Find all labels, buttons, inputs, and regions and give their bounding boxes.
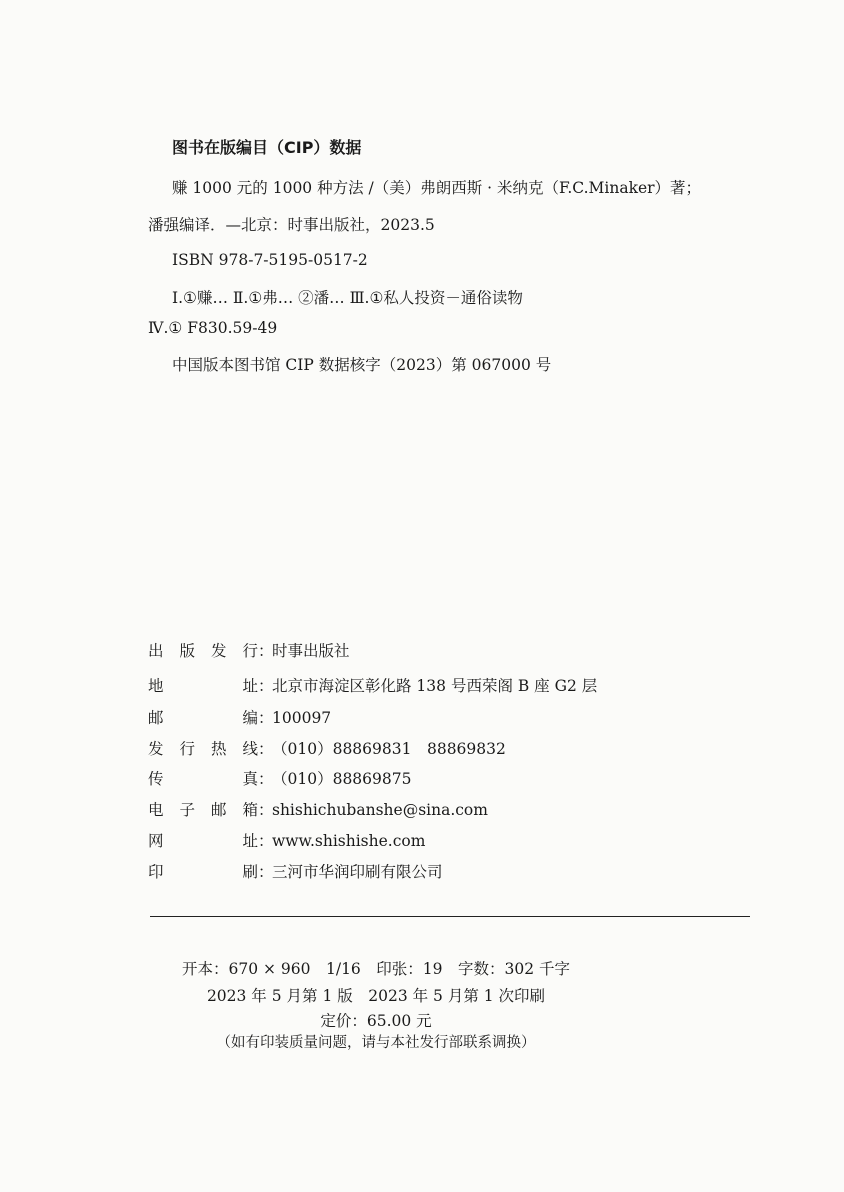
cip-classification-2: Ⅳ.① F830.59-49 [148,319,278,337]
info-label: 传真 [148,770,258,788]
info-publisher: 出版发行 ： 时事出版社 [148,642,350,660]
info-label: 地址 [148,677,258,695]
info-value: shishichubanshe@sina.com [272,801,488,819]
divider-rule [150,916,750,917]
info-value: 100097 [272,709,332,727]
info-value: www.shishishe.com [272,832,426,850]
info-value: （010）88869875 [272,770,412,788]
info-email: 电子邮箱 ： shishichubanshe@sina.com [148,801,488,819]
info-value: 三河市华润印刷有限公司 [272,863,443,881]
info-label: 印刷 [148,863,258,881]
info-label: 发行热线 [148,740,258,758]
cip-approval-number: 中国版本图书馆 CIP 数据核字（2023）第 067000 号 [172,356,552,374]
info-value: （010）88869831 88869832 [272,740,506,758]
info-value: 北京市海淀区彰化路 138 号西荣阁 B 座 G2 层 [272,677,598,695]
spec-format: 开本：670 × 960 1/16 印张：19 字数：302 千字 [181,960,571,978]
cip-isbn: ISBN 978-7-5195-0517-2 [172,251,368,269]
info-label: 邮编 [148,709,258,727]
spec-note: （如有印装质量问题，请与本社发行部联系调换） [216,1035,536,1051]
info-address: 地址 ： 北京市海淀区彰化路 138 号西荣阁 B 座 G2 层 [148,677,598,695]
cip-book-title-line: 赚 1000 元的 1000 种方法 /（美）弗朗西斯 · 米纳克（F.C.Minaker）著； [172,179,702,197]
info-website: 网址 ： www.shishishe.com [148,832,426,850]
cip-translator-line: 潘强编译．—北京：时事出版社，2023.5 [148,216,435,234]
info-hotline: 发行热线 ： （010）88869831 88869832 [148,740,506,758]
spec-edition: 2023 年 5 月第 1 版 2023 年 5 月第 1 次印刷 [206,987,546,1005]
spec-price: 定价：65.00 元 [320,1012,432,1030]
info-fax: 传真 ： （010）88869875 [148,770,412,788]
info-printer: 印刷 ： 三河市华润印刷有限公司 [148,863,443,881]
info-label: 出版发行 [148,642,258,660]
cip-title: 图书在版编目（CIP）数据 [172,138,362,157]
info-value: 时事出版社 [272,642,350,660]
info-postcode: 邮编 ： 100097 [148,709,332,727]
info-label: 电子邮箱 [148,801,258,819]
info-label: 网址 [148,832,258,850]
cip-classification-1: Ⅰ.①赚… Ⅱ.①弗… ②潘… Ⅲ.①私人投资－通俗读物 [172,289,523,307]
